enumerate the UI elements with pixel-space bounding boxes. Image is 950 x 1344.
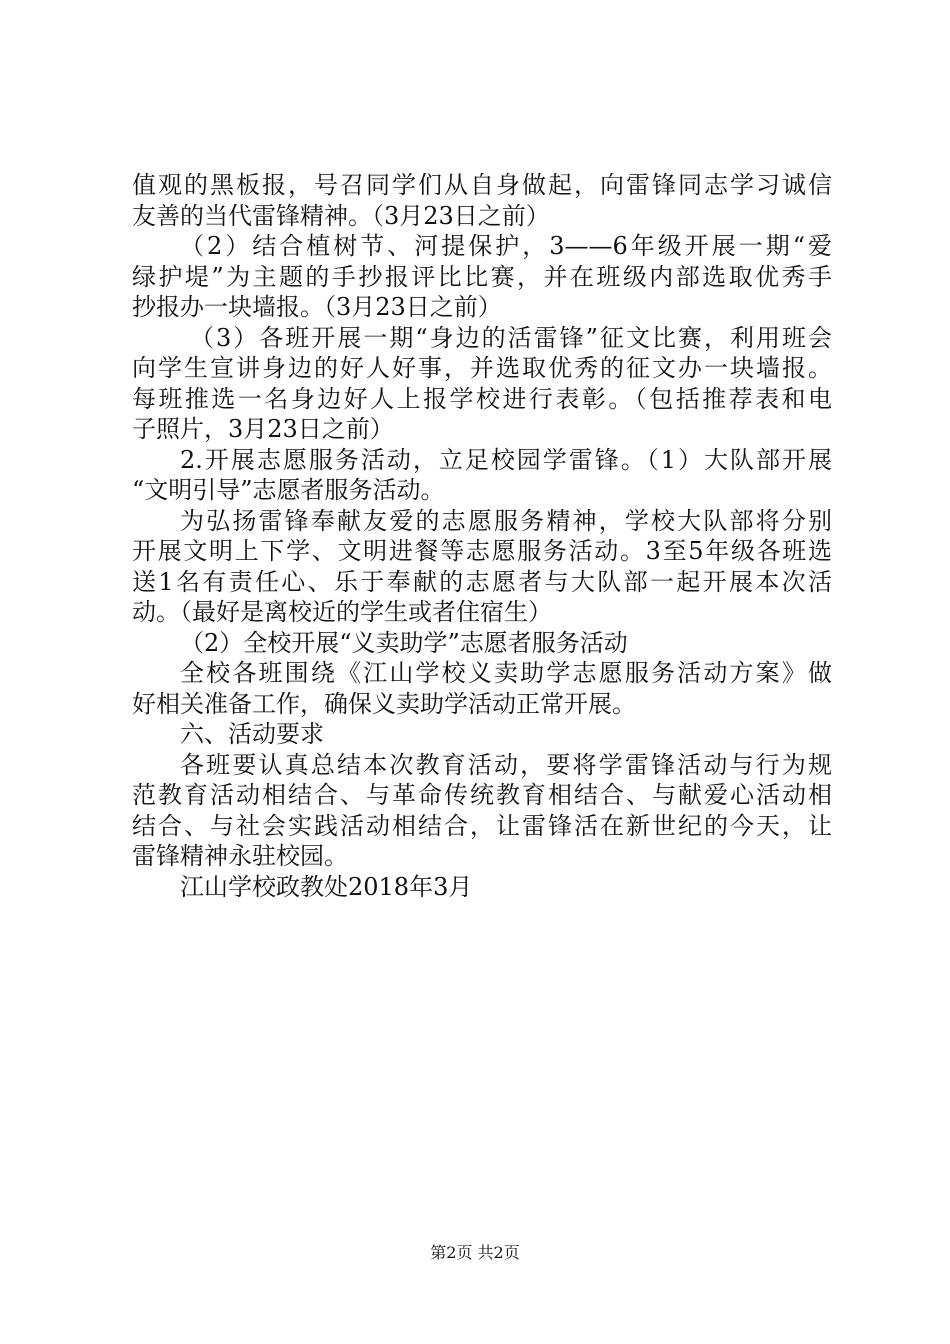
- paragraph-line: 动。（最好是离校近的学生或者住宿生）: [132, 598, 552, 626]
- document-body: [132, 170, 832, 902]
- page-number: 第2页 共2页: [430, 1243, 520, 1262]
- paragraph-line: 开展文明上下学、文明进餐等志愿服务活动。3至5年级各班选: [132, 537, 832, 565]
- signature-line: 江山学校政教处2018年3月: [180, 872, 473, 901]
- paragraph-line: 雷锋精神永驻校园。: [132, 842, 348, 870]
- paragraph-line: 子照片，3月23日之前）: [132, 415, 394, 443]
- paragraph-line: （3）各班开展一期“身边的活雷锋”征文比赛，利用班会: [190, 323, 832, 352]
- paragraph-line: 好相关准备工作，确保义卖助学活动正常开展。: [132, 689, 636, 718]
- paragraph-line: 2.开展志愿服务活动，立足校园学雷锋。（1）大队部开展: [180, 445, 832, 474]
- paragraph-line: 友善的当代雷锋精神。（3月23日之前）: [132, 201, 550, 230]
- paragraph-line: 值观的黑板报，号召同学们从自身做起，向雷锋同志学习诚信: [132, 171, 832, 199]
- paragraph-line: 各班要认真总结本次教育活动，要将学雷锋活动与行为规: [180, 750, 832, 779]
- paragraph-line: 向学生宣讲身边的好人好事，并选取优秀的征文办一块墙报。: [132, 354, 832, 382]
- paragraph-line: 送1名有责任心、乐于奉献的志愿者与大队部一起开展本次活: [132, 567, 832, 596]
- paragraph-line: “文明引导”志愿者服务活动。: [132, 476, 445, 504]
- paragraph-line: 结合、与社会实践活动相结合，让雷锋活在新世纪的今天，让: [132, 811, 832, 840]
- paragraph-line: 全校各班围绕《江山学校义卖助学志愿服务活动方案》做: [180, 659, 832, 687]
- paragraph-line: 为弘扬雷锋奉献友爱的志愿服务精神，学校大队部将分别: [180, 506, 832, 535]
- paragraph-line: 绿护堤”为主题的手抄报评比比赛，并在班级内部选取优秀手: [132, 262, 832, 291]
- paragraph-line: （2）全校开展“义卖助学”志愿者服务活动: [180, 628, 628, 657]
- section-heading: 六、活动要求: [180, 720, 324, 748]
- paragraph-line: 每班推选一名身边好人上报学校进行表彰。（包括推荐表和电: [132, 384, 832, 413]
- paragraph-line: 范教育活动相结合、与革命传统教育相结合、与献爱心活动相: [132, 781, 832, 809]
- paragraph-line: 抄报办一块墙报。（3月23日之前）: [132, 293, 502, 321]
- paragraph-line: （2）结合植树节、河提保护，3——6年级开展一期“爱: [180, 232, 832, 260]
